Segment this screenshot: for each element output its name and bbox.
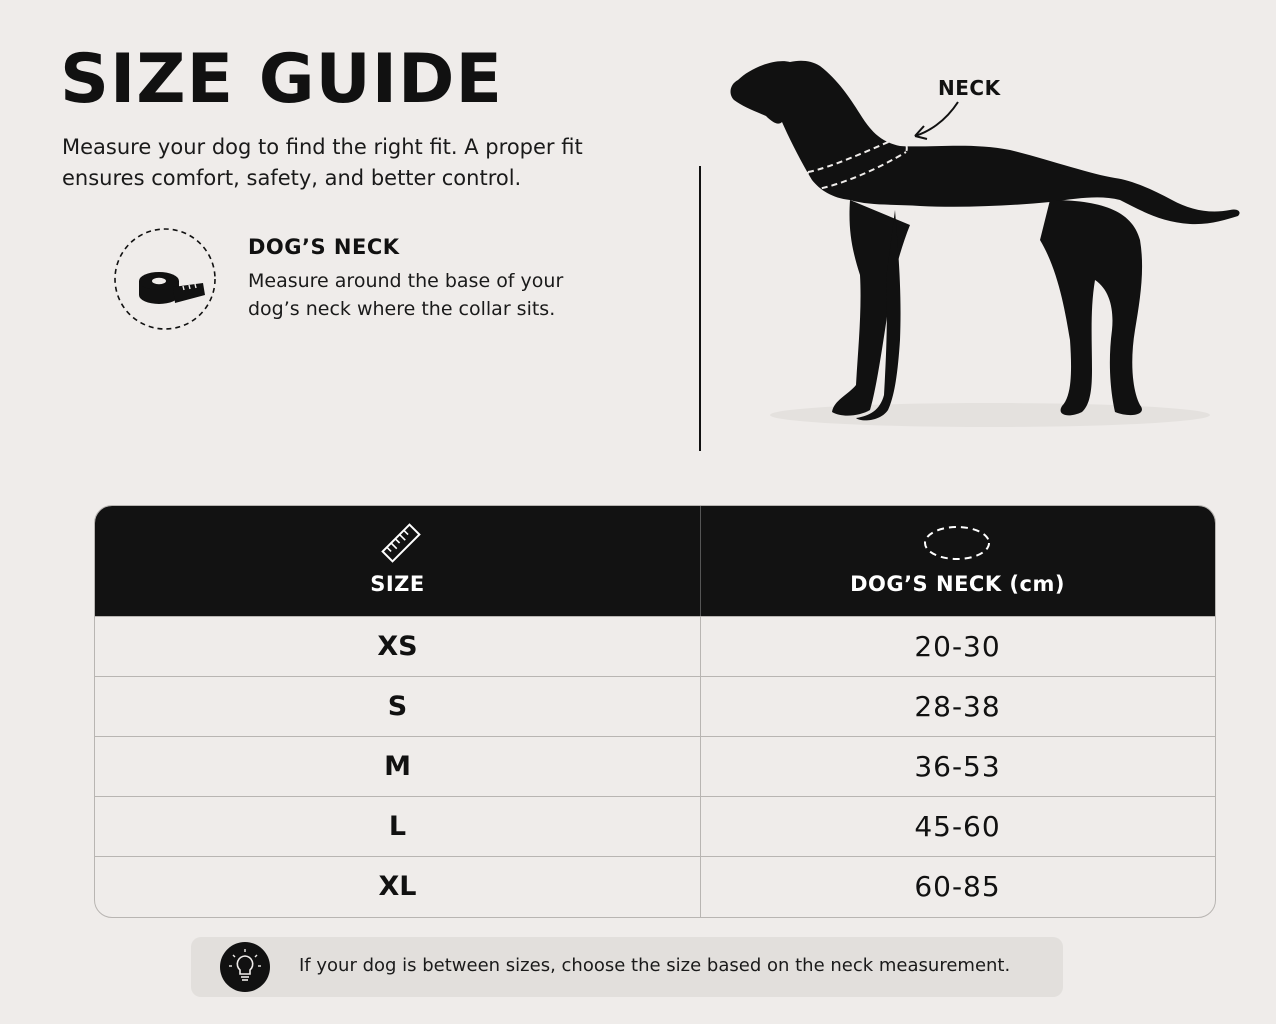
size-cell: M (384, 751, 411, 782)
size-cell: S (387, 691, 408, 722)
neck-measure-heading: DOG’S NECK (248, 235, 400, 259)
table-row (95, 796, 1215, 857)
neck-callout-label: NECK (938, 76, 1001, 100)
collar-dashed-icon (922, 524, 992, 562)
lightbulb-icon (220, 942, 270, 992)
size-cell: L (388, 811, 407, 842)
table-header (95, 506, 1215, 616)
page-title: SIZE GUIDE (60, 40, 503, 119)
tip-text: If your dog is between sizes, choose the size based on the neck measurement. (299, 955, 1011, 976)
table-row (95, 736, 1215, 797)
header-column-divider (700, 506, 701, 616)
intro-text: Measure your dog to find the right fit. A proper fit ensures comfort, safety, and better control. (62, 135, 583, 190)
size-column-header (95, 506, 700, 616)
neck-range-cell: 28-38 (914, 690, 1001, 723)
section-divider (699, 166, 701, 451)
neck-range-cell: 60-85 (914, 870, 1001, 903)
measuring-tape-icon (113, 227, 217, 331)
neck-measure-text: Measure around the base of your dog’s neck where the collar sits. (248, 270, 564, 320)
ruler-icon (378, 520, 424, 566)
size-header-label: SIZE (370, 572, 425, 596)
table-row (95, 856, 1215, 917)
neck-column-header (700, 506, 1215, 616)
neck-range-cell: 20-30 (914, 630, 1001, 663)
neck-header-label: DOG’S NECK (cm) (850, 572, 1065, 596)
tip-banner (191, 937, 1063, 997)
size-cell: XL (378, 871, 417, 902)
table-row (95, 676, 1215, 737)
neck-range-cell: 36-53 (914, 750, 1001, 783)
dog-silhouette-illustration (720, 50, 1250, 440)
size-table (94, 505, 1216, 918)
size-cell: XS (377, 631, 418, 662)
table-row (95, 616, 1215, 677)
body-column-divider (700, 616, 701, 917)
neck-range-cell: 45-60 (914, 810, 1001, 843)
